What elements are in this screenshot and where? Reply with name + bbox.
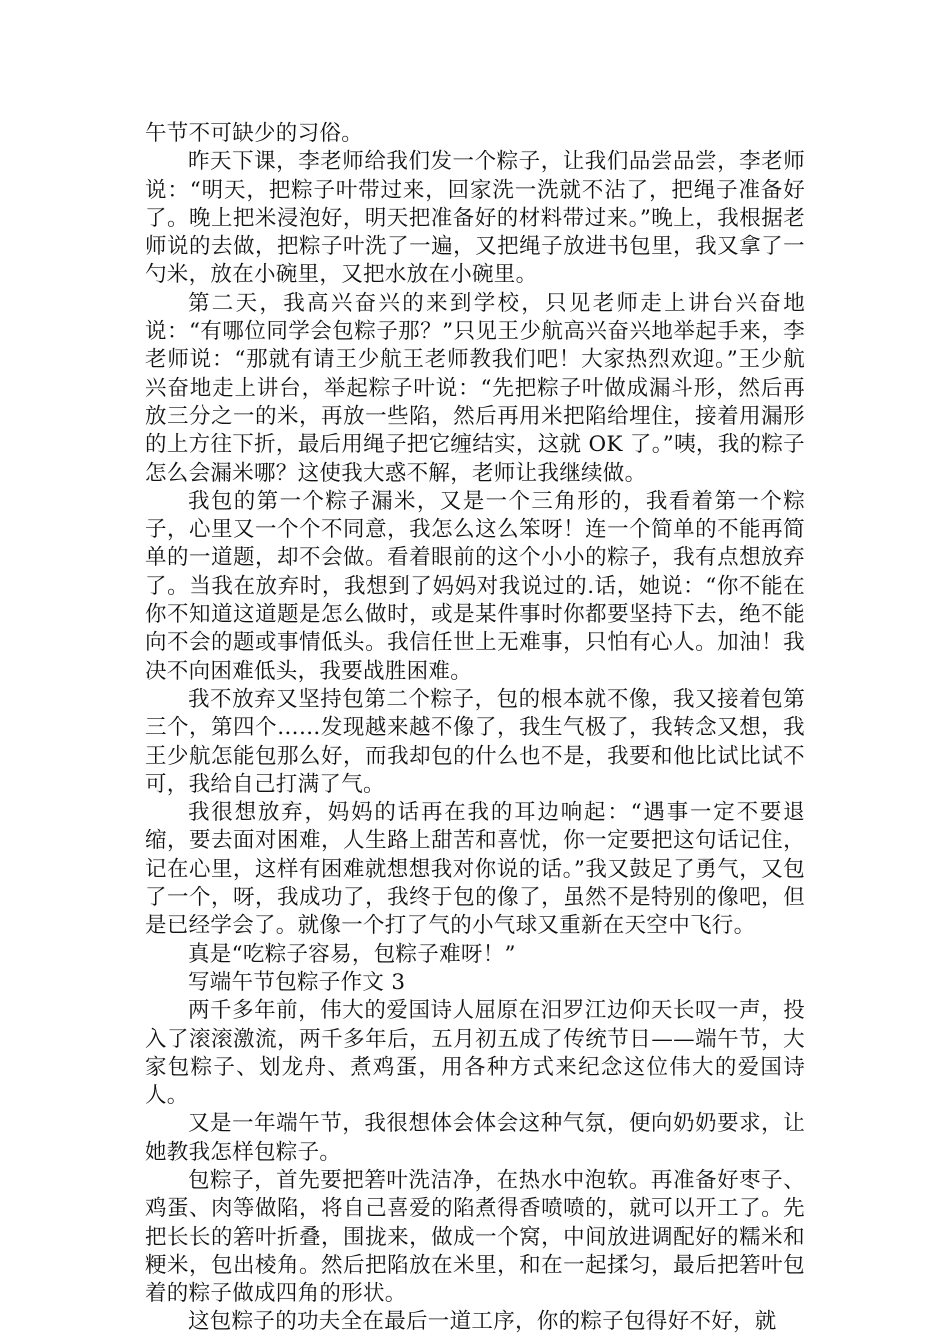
paragraph: 我很想放弃，妈妈的话再在我的耳边响起：“遇事一定不要退缩，要去面对困难，人生路上甜苦和喜忧，你一定要把这句话记住，记在心里，这样有困难就想想我对你说的话。”我又鼓足了勇气，又包了一个，呀，我成功了，我终于包的像了，虽然不是特别的像吧，但是已经学会了。就像一个打了气的小气球又重新在天空中飞行。: [145, 800, 805, 939]
paragraph: 又是一年端午节，我很想体会体会这种气氛，便向奶奶要求，让她教我怎样包粽子。: [145, 1111, 805, 1165]
closing-line: 真是“吃粽子容易，包粽子难呀！”: [188, 941, 516, 967]
paragraph: 午节不可缺少的习俗。: [145, 121, 364, 146]
paragraph: 昨天下课，李老师给我们发一个粽子，让我们品尝品尝，李老师说：“明天，把粽子叶带过来，回家洗一洗就不沾了，把绳子准备好了。晚上把米浸泡好，明天把准备好的材料带过来。”晚上，我根据老师说的去做，把粽子叶洗了一遍，又把绳子放进书包里，我又拿了一勺米，放在小碗里，又把水放在小碗里。: [145, 149, 805, 288]
paragraph: 包粽子，首先要把箬叶洗洁净，在热水中泡软。再准备好枣子、鸡蛋、肉等做陷，将自己喜爱的陷煮得香喷喷的，就可以开工了。先把长长的箬叶折叠，围拢来，做成一个窝，中间放进调配好的糯米和粳米，包出棱角。然后把陷放在米里，和在一起揉匀，最后把箬叶包着的粽子做成四角的形状。: [145, 1167, 805, 1307]
section-heading: 写端午节包粽子作文 3: [188, 969, 406, 995]
paragraph: 我不放弃又坚持包第二个粽子，包的根本就不像，我又接着包第三个，第四个……发现越来越不像了，我生气极了，我转念又想，我王少航怎能包那么好，而我却包的什么也不是，我要和他比试比试不可，我给自己打满了气。: [145, 686, 805, 797]
paragraph: 两千多年前，伟大的爱国诗人屈原在汨罗江边仰天长叹一声，投入了滚滚激流，两千多年后，五月初五成了传统节日——端午节，大家包粽子、划龙舟、煮鸡蛋，用各种方式来纪念这位伟大的爱国诗人。: [145, 998, 805, 1109]
paragraph: 我包的第一个粽子漏米，又是一个三角形的，我看着第一个粽子，心里又一个个不同意，我怎么这么笨呀！连一个简单的不能再简单的一道题，却不会做。看着眼前的这个小小的粽子，我有点想放弃了。当我在放弃时，我想到了妈妈对我说过的.话，她说：“你不能在你不知道这道题是怎么做时，或是某件事时你都要坚持下去，绝不能向不会的题或事情低头。我信任世上无难事，只怕有心人。加油！我决不向困难低头，我要战胜困难。: [145, 488, 805, 684]
paragraph: 这包粽子的功夫全在最后一道工序，你的粽子包得好不好，就: [188, 1309, 777, 1335]
paragraph: 第二天，我高兴奋兴的来到学校，只见老师走上讲台兴奋地说：“有哪位同学会包粽子那？”只见王少航高兴奋兴地举起手来，李老师说：“那就有请王少航王老师教我们吧！大家热烈欢迎。”王少航兴奋地走上讲台，举起粽子叶说：“先把粽子叶做成漏斗形，然后再放三分之一的米，再放一些陷，然后再用米把陷给埋住，接着用漏形的上方往下折，最后用绳子把它缠结实，这就 OK 了。”咦，我的粽子怎么会漏米哪？这使我大惑不解，老师让我继续做。: [145, 290, 805, 486]
document-page: [145, 120, 805, 1337]
